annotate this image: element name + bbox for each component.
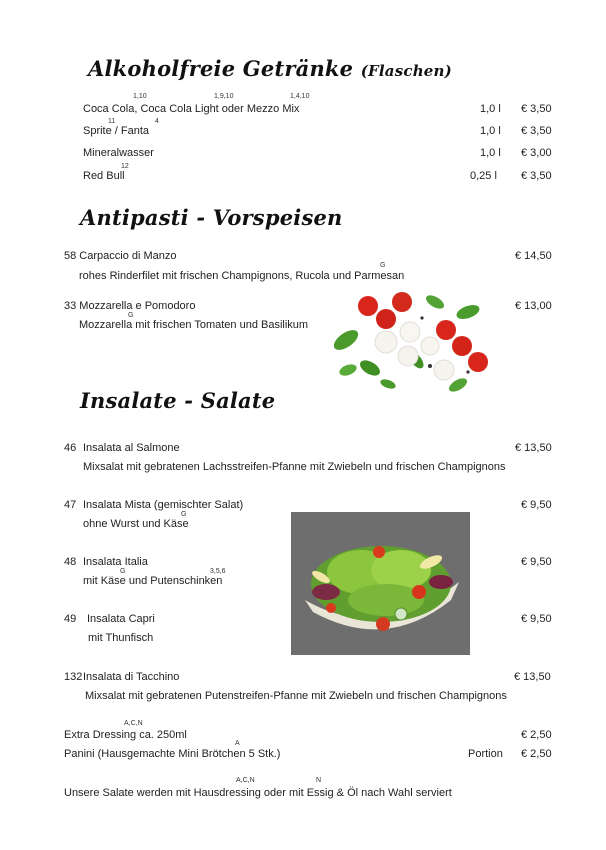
allergen-note: G [181,511,187,518]
salad-desc: Mixsalat mit gebratenen Lachsstreifen-Pfanne mit Zwiebeln und frischen Champignons [83,461,506,473]
extra-price: € 2,50 [521,729,552,741]
basil-leaf [455,302,482,321]
salad-num: 49 [64,613,77,625]
antipasti-title: Antipasti - Vorspeisen [80,205,343,230]
salad-desc: mit Käse und Putenschinken [83,575,223,587]
drink-name: Coca Cola, Coca Cola Light oder Mezzo Mix [83,103,300,115]
allergen-note: A [235,740,240,747]
drink-name: Mineralwasser [83,147,154,159]
allergen-note: 4 [155,118,159,125]
allergen-note: 12 [121,163,129,170]
allergen-note: 11 [108,118,116,125]
salad-illustration [291,512,470,655]
salad-price: € 9,50 [521,613,552,625]
salad-photo [291,512,470,655]
basil-leaf [379,378,397,391]
cherry-tomato [392,292,412,312]
basil-leaf [357,357,382,378]
radicchio [429,575,453,589]
cherry-tomato [358,296,378,316]
tomato-slice [373,546,385,558]
salad-name: Insalata Capri [87,613,155,625]
salad-desc: ohne Wurst und Käse [83,518,189,530]
salad-num: 47 [64,499,77,511]
drink-size: 1,0 l [480,125,501,137]
drink-price: € 3,00 [521,147,552,159]
allergen-note: A,C,N [236,777,255,784]
allergen-note: G [120,568,126,575]
allergen-note: 1,9,10 [214,93,234,100]
antipasti-item-name: 58 Carpaccio di Manzo [64,250,177,262]
antipasti-item-price: € 14,50 [515,250,552,262]
mozzarella-ball [434,360,454,380]
cucumber-slice [395,608,407,620]
drink-size: 1,0 l [480,147,501,159]
antipasti-item-price: € 13,00 [515,300,552,312]
extra-price: € 2,50 [521,748,552,760]
mozzarella-ball [398,346,418,366]
allergen-note: 1,10 [133,93,147,100]
extra-unit: Portion [468,748,503,760]
basil-leaf [331,326,362,354]
drinks-subtitle: (Flaschen) [360,62,452,80]
extra-name: Panini (Hausgemachte Mini Brötchen 5 Stk.) [64,748,281,760]
drinks-title [88,56,452,81]
tomato-slice [326,603,336,613]
allergen-note: G [128,312,134,319]
radicchio [312,584,340,600]
drink-name: Red Bull [83,170,125,182]
salad-num: 132 [64,671,83,683]
allergen-note: A,C,N [124,720,143,727]
tomato-slice [376,617,390,631]
allergen-note: 1,4,10 [290,93,310,100]
mozzarella-ball [375,331,397,353]
mozzarella-ball [400,322,420,342]
allergen-note: N [316,777,322,784]
drink-price: € 3,50 [521,170,552,182]
drink-price: € 3,50 [521,103,552,115]
cherry-tomato [452,336,472,356]
basil-leaf [338,362,358,378]
mozzarella-ball [421,337,439,355]
drink-size: 0,25 l [470,170,497,182]
lettuce [348,584,424,616]
allergen-note: 3,5,6 [210,568,226,575]
salad-price: € 9,50 [521,556,552,568]
salad-num: 46 [64,442,77,454]
peppercorn [420,316,423,319]
cherry-tomato [468,352,488,372]
salad-price: € 9,50 [521,499,552,511]
drink-price: € 3,50 [521,125,552,137]
drink-size: 1,0 l [480,103,501,115]
drink-name: Sprite / Fanta [83,125,150,137]
salad-name: Insalata di Tacchino [83,671,180,683]
salad-price: € 13,50 [514,671,551,683]
salads-title: Insalate - Salate [80,388,276,413]
antipasti-item-desc: rohes Rinderfilet mit frischen Champignons, Rucola und Parmesan [79,270,405,282]
allergen-note: G [380,262,386,269]
caprese-photo [318,282,498,397]
drinks-title-text: Alkoholfreie Getränke [88,56,354,81]
cherry-tomato [436,320,456,340]
salad-name: Insalata Mista (gemischter Salat) [83,499,244,511]
antipasti-item-name: 33 Mozzarella e Pomodoro [64,300,196,312]
cherry-tomato [376,309,396,329]
tomato-slice [412,585,426,599]
salad-desc: mit Thunfisch [88,632,154,644]
salad-name: Insalata al Salmone [83,442,180,454]
extra-name: Extra Dressing ca. 250ml [64,729,187,741]
antipasti-item-desc: Mozzarella mit frischen Tomaten und Basilikum [79,319,309,331]
salad-name: Insalata Italia [83,556,148,568]
salads-footer-note: Unsere Salate werden mit Hausdressing oder mit Essig & Öl nach Wahl serviert [64,787,452,799]
salad-desc: Mixsalat mit gebratenen Putenstreifen-Pfanne mit Zwiebeln und frischen Champignons [85,690,507,702]
salad-num: 48 [64,556,77,568]
peppercorn [428,364,432,368]
caprese-illustration [318,282,498,397]
salad-price: € 13,50 [515,442,552,454]
peppercorn [466,370,469,373]
basil-leaf [424,293,446,312]
